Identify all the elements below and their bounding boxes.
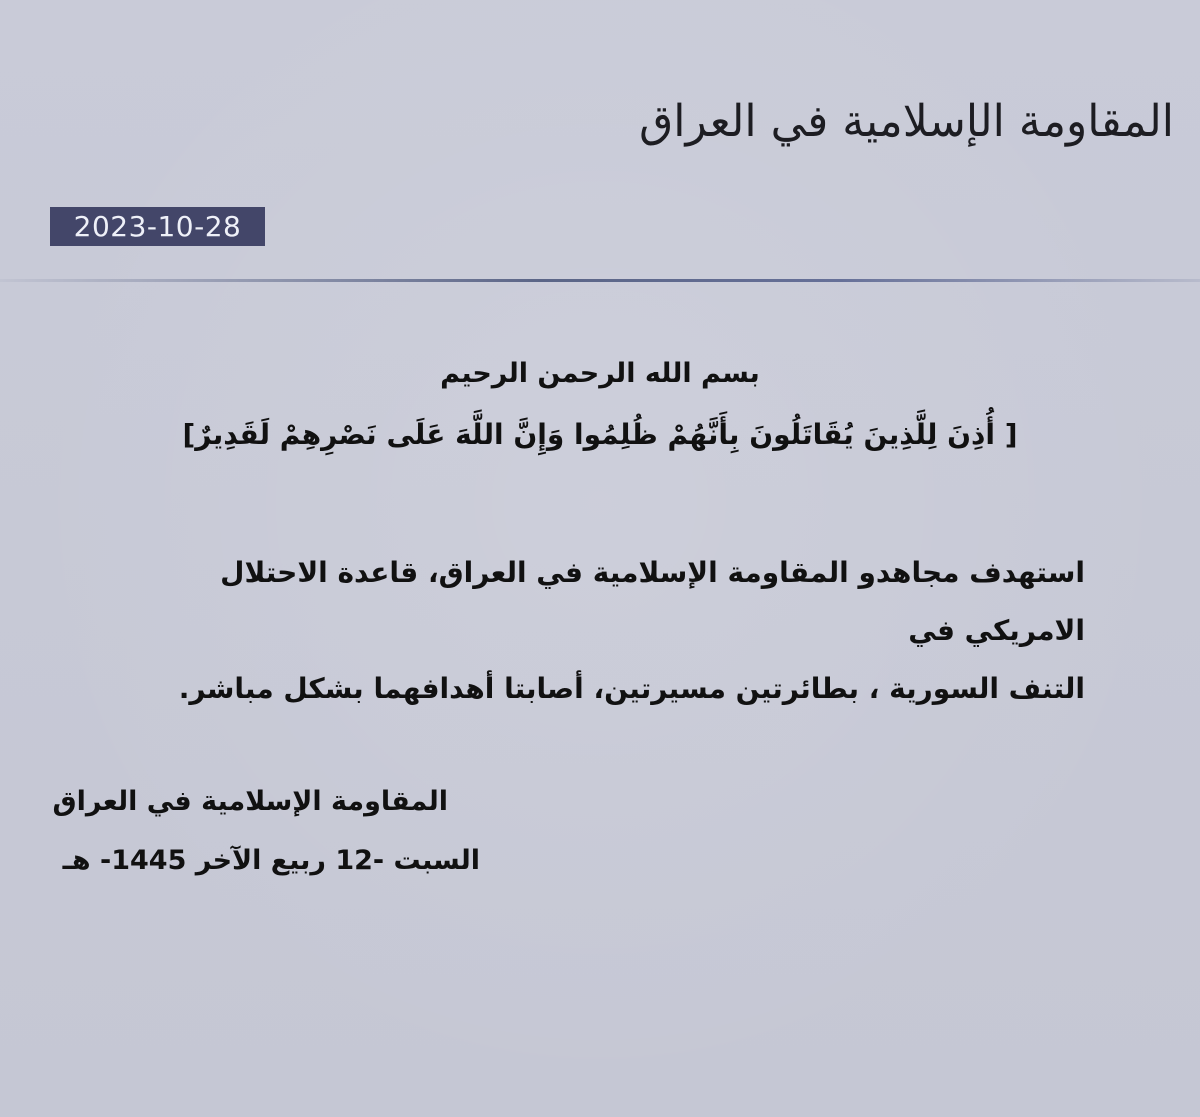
statement-body [110,544,1085,718]
basmala: بسم الله الرحمن الرحيم [440,358,760,389]
statement-line: التنف السورية ، بطائرتين مسيرتين، أصابتا أهدافهما بشكل مباشر. [178,672,1085,705]
organization-logo-text: المقاومة الإسلامية في العراق [639,96,1174,147]
date-badge: 2023-10-28 [50,207,265,246]
signature-organization: المقاومة الإسلامية في العراق [52,786,448,817]
header-divider [0,279,1200,282]
statement-line: استهدف مجاهدو المقاومة الإسلامية في العراق، قاعدة الاحتلال الامريكي في [220,556,1085,647]
quran-verse: [ أُذِنَ لِلَّذِينَ يُقَاتَلُونَ بِأَنَّهُمْ ظُلِمُوا وَإِنَّ اللَّهَ عَلَى نَصْرِهِمْ لَقَدِيرٌ] [182,418,1018,451]
signature-block [52,786,480,878]
signature-date: السبت -12 ربيع الآخر 1445- هـ [62,845,480,877]
